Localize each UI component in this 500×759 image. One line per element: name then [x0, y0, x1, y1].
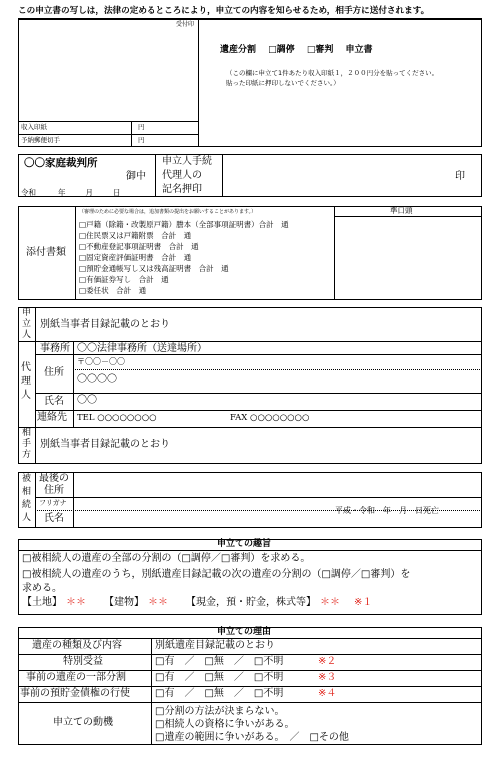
revenue-stamp-yen: 円 [138, 123, 145, 131]
attachment-item[interactable]: □戸籍（除籍・改製原戸籍）謄本（全部事項証明書）合計 通 [79, 220, 289, 229]
purpose-items [22, 598, 372, 608]
applicant-sign-label-3: 記名押印 [162, 184, 202, 195]
attachment-item[interactable]: □不動産登記事項証明書 合計 通 [79, 242, 199, 251]
title-part-mediation[interactable]: □調停 [268, 45, 295, 55]
agent-label-2: 理 [21, 376, 31, 387]
cash-stars[interactable]: ＊＊ [320, 597, 340, 608]
reason-label: 遺産の種類及び内容 [32, 640, 122, 651]
respondent-label-1: 相 [22, 428, 32, 438]
court-gochu: 御中 [126, 171, 146, 182]
postal-code-value[interactable]: 〒〇〇－〇〇 [77, 357, 125, 366]
last-address-label-2: 住所 [44, 485, 64, 496]
attachment-item[interactable]: □預貯金通帳写し又は残高証明書 合計 通 [79, 264, 229, 273]
attachment-item[interactable]: □有価証券写し 合計 通 [79, 275, 169, 284]
attachments-list [79, 219, 289, 296]
motive-item[interactable]: □分割の方法が決まらない。 [155, 706, 285, 717]
applicant-sign-label-1: 申立人手続 [162, 156, 212, 167]
reason-value[interactable]: □有 ／ □無 ／ □不明 [155, 656, 284, 667]
applicant-label-3: 人 [22, 330, 32, 340]
land-label: 【土地】 [22, 597, 62, 608]
name-label: 氏名 [44, 396, 64, 407]
purpose-title: 申立ての趣旨 [217, 539, 272, 549]
last-address-label-1: 最後の [39, 473, 69, 484]
decedent-block [18, 472, 482, 528]
reason-note: ※２ [318, 656, 337, 667]
note-1: ※１ [354, 597, 373, 608]
document-title [220, 42, 372, 55]
notice-text: この申立書の写しは，法律の定めるところにより，申立ての内容を知らせるため，相手方に送付されます。 [18, 6, 430, 16]
attachment-item[interactable]: □住民票又は戸籍附票 合計 通 [79, 231, 192, 240]
motive-item[interactable]: □遺産の範囲に争いがある。 ／ □その他 [155, 732, 349, 743]
address-value[interactable]: 〇〇〇〇 [77, 374, 117, 385]
postage-yen: 円 [138, 136, 145, 144]
reason-value: 別紙遺産目録記載のとおり [155, 640, 275, 651]
decedent-label-2: 相 [22, 487, 32, 497]
attachment-item[interactable]: □固定資産評価証明書 合計 通 [79, 253, 192, 262]
office-label: 事務所 [40, 343, 70, 354]
reason-value[interactable]: □有 ／ □無 ／ □不明 [155, 672, 284, 683]
motive-item[interactable]: □相続人の資格に争いがある。 [155, 719, 295, 730]
seal-mark: 印 [455, 171, 465, 182]
reason-value[interactable]: □有 ／ □無 ／ □不明 [155, 688, 284, 699]
date-year: 年 [58, 188, 66, 197]
attachments-note: （審理のために必要な場合は，追加書類の提出をお願いすることがあります。） [79, 209, 257, 215]
address-label: 住所 [44, 367, 64, 378]
purpose-line-1[interactable]: □被相続人の遺産の全部の分割の（□調停／□審判）を求める。 [22, 553, 311, 564]
reason-note: ※３ [318, 672, 337, 683]
decedent-name-label: 氏名 [44, 513, 64, 524]
applicant-sign-label-2: 代理人の [162, 170, 202, 181]
court-date [21, 187, 121, 198]
contact-label: 連絡先 [37, 412, 67, 423]
reason-label: 事前の預貯金債権の行使 [20, 688, 130, 699]
building-stars[interactable]: ＊＊ [148, 597, 168, 608]
office-value[interactable]: 〇〇法律事務所（送達場所） [77, 343, 207, 354]
stamp-instruction-2: 貼った印紙に押印しないでください。） [226, 79, 340, 87]
respondent-label-3: 方 [22, 450, 32, 460]
title-part-petition: 申立書 [345, 45, 373, 55]
cash-label: 【現金，預・貯金，株式等】 [186, 597, 316, 608]
received-stamp-label: 受付印 [176, 21, 195, 28]
attachment-item[interactable]: □委任状 合計 通 [79, 286, 147, 295]
building-label: 【建物】 [104, 597, 144, 608]
agent-label-3: 人 [21, 390, 31, 401]
date-month: 月 [85, 188, 93, 197]
title-part-division: 遺産分割 [220, 45, 257, 55]
hearing-label: 準口頭 [390, 206, 413, 215]
applicant-label-1: 申 [22, 308, 32, 318]
agent-label-1: 代 [21, 362, 31, 373]
reason-label: 事前の遺産の一部分割 [26, 672, 126, 683]
motive-label: 申立ての動機 [53, 717, 113, 728]
decedent-label-4: 人 [22, 513, 32, 523]
respondent-label-2: 手 [22, 439, 32, 449]
title-part-judgment[interactable]: □審判 [306, 45, 334, 55]
purpose-line-3: 求める。 [22, 583, 62, 594]
applicant-label-2: 立 [22, 319, 32, 329]
postage-label: 予納郵便切手 [21, 136, 60, 144]
reasons-title: 申立ての理由 [217, 627, 272, 637]
respondent-text: 別紙当事者目録記載のとおり [40, 439, 170, 450]
land-stars[interactable]: ＊＊ [66, 597, 86, 608]
applicant-text: 別紙当事者目録記載のとおり [40, 319, 170, 330]
reason-note: ※４ [318, 688, 337, 699]
date-era: 令和 [21, 188, 36, 197]
attachments-label: 添付書類 [26, 247, 66, 258]
tel-value[interactable]: TEL ○○○○○○○○ [77, 413, 157, 423]
revenue-stamp-label: 収入印紙 [21, 123, 47, 131]
court-name: 〇〇家庭裁判所 [24, 157, 98, 169]
name-value[interactable]: 〇〇 [77, 395, 97, 406]
decedent-label-3: 続 [22, 500, 32, 510]
fax-value[interactable]: FAX ○○○○○○○○ [230, 413, 310, 423]
stamp-instruction-1: （この欄に申立て1件あたり収入印紙１，２００円分を貼ってください。 [226, 69, 439, 77]
death-date[interactable]: 平成・令和 年 月 日死亡 [335, 506, 439, 515]
motive-list [155, 705, 349, 744]
date-day: 日 [113, 188, 121, 197]
reason-label: 特別受益 [63, 656, 103, 667]
furigana-label: フリガナ [39, 499, 67, 507]
purpose-line-2[interactable]: □被相続人の遺産のうち，別紙遺産目録記載の次の遺産の分割の（□調停／□審判）を [22, 569, 411, 580]
decedent-label-1: 被 [22, 474, 32, 484]
